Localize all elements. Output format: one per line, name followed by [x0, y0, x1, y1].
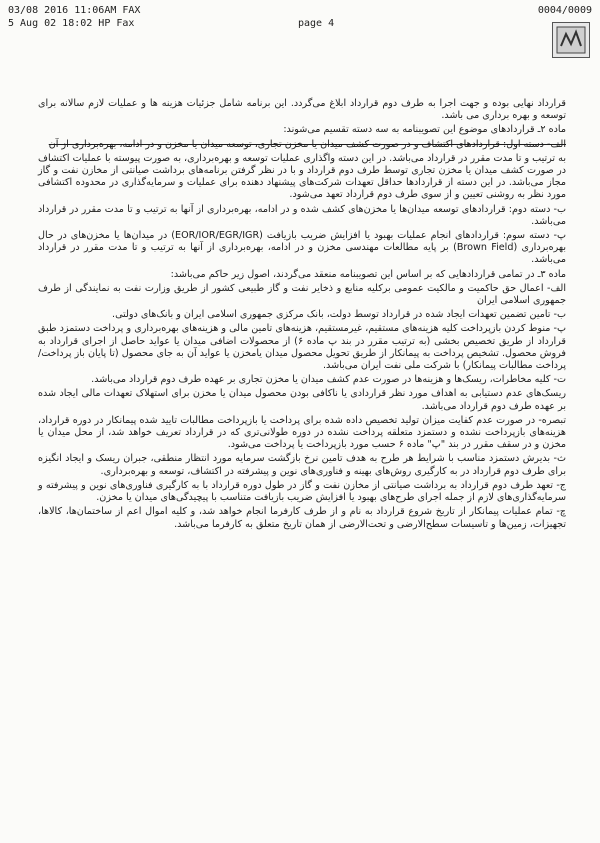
document-paragraph: ث- بدیرش دستمزد مناسب با شرایط هر طرح به هدف تامین نرخ بازگشت سرمایه مورد انتظار منطقی، جبران ریسک و ایجاد انگیزه برای طرف دوم قرارداد در به کارگیری روش‌های بهینه و فناوری‌های نوین و پیشرفته در اکتشاف، توسعه و بهره‌برداری. [38, 453, 566, 477]
document-paragraph: الف- دسته اول: قراردادهای اکتشاف و در صورت کشف میدان یا مخزن تجاری، توسعه میدان یا مخزن و در ادامه، بهره‌برداری از آن [48, 138, 566, 150]
document-paragraph: ج- تعهد طرف دوم قرارداد به برداشت صیانتی از مخازن نفت و گاز در طول دوره قرارداد با به کارگیری فناوری‌های نوین و پیشرفته و سرمایه‌گذاری‌های لازم از جمله اجرای طرح‌های بهبود یا افزایش ضریب بازیافت متناسب با پیچیدگی‌های میدان یا مخزن. [38, 479, 566, 504]
document-paragraph: ریسک‌های عدم دستیابی به اهداف مورد نظر قراردادی یا ناکافی بودن محصول میدان یا مخزن برای استهلاک تعهدات مالی ایجاد شده بر عهده طرف دوم قرارداد می‌باشد. [38, 388, 566, 412]
fax-timestamp: 03/08 2016 11:06AM FAX [8, 5, 141, 16]
fax-origin-line: 5 Aug 02 18:02 HP Fax [8, 18, 135, 29]
document-paragraph: ب- دسته دوم: قراردادهای توسعه میدان‌ها یا مخزن‌های کشف شده و در ادامه، بهره‌برداری از آنها به ترتیب و تا مدت مقرر در قرارداد می‌باشد. [38, 203, 566, 227]
document-paragraph: تبصره- در صورت عدم کفایت میزان تولید تخصیص داده شده برای پرداخت یا بازپرداخت مطالبات تایید شده پیمانکار در دوره قرارداد، هزینه‌های بازپرداخت نشده و دستمزد متعلقه پرداخت نشده در دوره طولانی‌تری که در قرارداد تعریف خواهد شد، از محل میدان یا مخزن و در سقف مقرر در بند "پ" ماده ۶ حسب مورد بازپرداخت یا پرداخت می‌شود. [38, 414, 566, 451]
document-paragraph: پ- دسته سوم: قراردادهای انجام عملیات بهبود یا افزایش ضریب بازیافت (EOR/IOR/EGR/IGR) در میدان‌ها یا مخزن‌های در حال بهره‌برداری (Brown Field) بر پایه مطالعات مهندسی مخزن و در ادامه، بهره‌برداری از آنها به ترتیب و تا مدت مقرر در قرارداد می‌باشد. [38, 230, 566, 266]
side-watermark [580, 70, 596, 430]
fax-page-counter: 0004/0009 [537, 5, 592, 16]
document-paragraph: ماده ۳ـ در تمامی قراردادهایی که بر اساس این تصویبنامه منعقد می‌گردند، اصول زیر حاکم می‌باشد: [170, 268, 566, 280]
document-body [38, 98, 566, 533]
document-paragraph: ت- کلیه مخاطرات، ریسک‌ها و هزینه‌ها در صورت عدم کشف میدان یا مخزن تجاری بر عهده طرف دوم قرارداد می‌باشد. [91, 374, 566, 386]
fax-page-number: page 4 [298, 18, 335, 29]
document-paragraph: الف- اعمال حق حاکمیت و مالکیت عمومی برکلیه منابع و ذخایر نفت و گاز طبیعی کشور از طریق وزارت نفت به نمایندگی از طرف جمهوری اسلامی ایران [38, 282, 566, 307]
document-paragraph: پ- منوط کردن بازپرداخت کلیه هزینه‌های مستقیم، غیرمستقیم، هزینه‌های تامین مالی و هزینه‌های بهره‌برداری و پرداخت دستمزد طبق قرارداد از طریق تخصیص بخشی (به ترتیب مقرر در بند پ ماده ۶) از محصولات اضافی میدان یا عواید حاصل از اجرای قرارداد به فروش محصول. تشخیص پرداخت به پیمانکار از طریق تحویل محصول میدان یامخزن یا عواید آن به جای محصول (تا پایان باز پرداخت/پرداخت مطالبات پیمانکار) با شرکت ملی نفت ایران می‌باشد. [38, 323, 566, 372]
document-paragraph: چ- تمام عملیات پیمانکار از تاریخ شروع قرارداد به نام و از طرف کارفرما انجام خواهد شد، و کلیه اموال اعم از ساختمان‌ها، کالاها، تجهیزات، زمین‌ها و تاسیسات سطح‌الارضی و تحت‌الارضی از همان تاریخ متعلق به کارفرما می‌باشد. [38, 506, 566, 530]
fax-header [8, 4, 592, 44]
news-logo-icon [552, 22, 590, 58]
document-paragraph: ب- تامین تضمین تعهدات ایجاد شده در قرارداد توسط دولت، بانک مرکزی جمهوری اسلامی ایران و بانک‌های دولتی. [112, 309, 566, 321]
document-paragraph: ماده ۲ـ قراردادهای موضوع این تصویبنامه به سه دسته تقسیم می‌شوند: [283, 124, 566, 136]
logo-emblem-icon [556, 26, 586, 54]
document-paragraph: به ترتیب و تا مدت مقرر در قرارداد می‌باشد. در این دسته واگذاری عملیات توسعه و بهره‌برداری، به صورت پیوسته با عملیات اکتشاف در صورت کشف میدان یا مخزن تجاری توسط طرف دوم قرارداد و با در نظر گرفتن برنامه‌های برداشت صیانتی از مخازن نفت و گاز مجاز می‌باشد. در این دسته از قراردادها حداقل تعهدات شرکت‌های پیشنهاد دهنده برای عملیات و سرمایه‌گذاری در محدوده اکتشافی مورد نظر به روشنی تعیین و از سوی طرف دوم قرارداد تعهد می‌شود. [38, 152, 566, 201]
document-paragraph: قرارداد نهایی بوده و جهت اجرا به طرف دوم قرارداد ابلاغ می‌گردد. این برنامه شامل جزئیات هزینه ها و عملیات لازم سالانه برای توسعه و بهره برداری می باشد. [38, 98, 566, 122]
